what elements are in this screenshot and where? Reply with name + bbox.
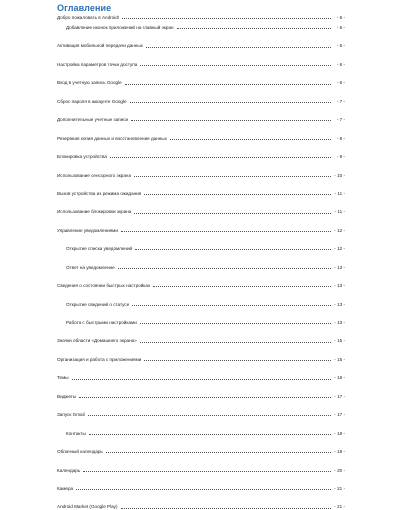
toc-dot-leader [110, 156, 331, 158]
toc-page-number: - 13 - [334, 301, 345, 307]
toc-page-number: - 12 - [334, 227, 345, 233]
toc-page-number: - 15 - [334, 338, 345, 344]
toc-entry-title: Работа с быстрыми настройками [66, 320, 137, 325]
toc-page-number: - 21 - [334, 504, 345, 510]
toc-page-number: - 8 - [336, 135, 345, 141]
toc-entry-title: Использование блокировки экрана [57, 209, 132, 215]
toc-dot-leader [88, 414, 331, 416]
toc-entry[interactable] [57, 31, 345, 49]
toc-page-number: - 20 - [334, 467, 345, 473]
toc-entry[interactable] [57, 123, 345, 141]
toc-page-number: - 7 - [336, 117, 345, 123]
toc-page-number: - 15 - [334, 356, 345, 362]
toc-page-number: - 16 - [334, 375, 345, 381]
toc-entry-title: Вызов устройства из режима ожидания [57, 190, 142, 196]
toc-entry[interactable] [57, 308, 345, 326]
toc-entry[interactable] [57, 400, 345, 418]
toc-page-number: - 11 - [334, 209, 345, 215]
toc-page-number: - 5 - [336, 43, 345, 49]
toc-entry[interactable] [57, 21, 345, 31]
toc-entry-title: Организация и работа с приложениями [57, 356, 142, 362]
toc-dot-leader [125, 83, 331, 85]
toc-entry-title: Дополнительные учетные записи [57, 117, 129, 123]
toc-page-number: - 17 - [334, 393, 345, 399]
toc-page-number: - 10 - [334, 172, 345, 178]
toc-dot-leader [122, 17, 331, 19]
toc-entry[interactable] [57, 437, 345, 455]
toc-entry-title: Активация мобильной передачи данных [57, 43, 143, 49]
toc-dot-leader [79, 396, 331, 398]
toc-entry-title: Виджеты [57, 393, 77, 399]
toc-dot-leader [72, 378, 331, 380]
toc-entry-title: Добавление иконок приложений на главный экран [66, 25, 174, 30]
toc-entry[interactable] [57, 271, 345, 289]
toc-entry[interactable] [57, 363, 345, 381]
toc-page-number: - 13 - [334, 320, 345, 325]
toc-page-number: - 7 - [336, 98, 345, 104]
toc-entry[interactable] [57, 215, 345, 233]
toc-dot-leader [121, 230, 331, 232]
toc-entry-title: Резервная копия данных и восстановление данных [57, 135, 167, 141]
toc-page-number: - 11 - [334, 190, 345, 196]
toc-entry[interactable] [57, 86, 345, 104]
toc-dot-leader [83, 470, 331, 472]
toc-entry-title: Запуск Gmail [57, 412, 85, 418]
toc-page-number: - 21 - [334, 485, 345, 491]
toc-page-number: - 17 - [334, 412, 345, 418]
toc-entry-title: Сброс пароля в аккаунте Google [57, 98, 127, 104]
toc-entry[interactable] [57, 49, 345, 67]
toc-entry-title: Добро пожаловать в Android! [57, 15, 120, 20]
toc-page-number: - 6 - [336, 61, 345, 67]
toc-dot-leader [146, 46, 331, 48]
toc-entry-title: Android Market (Google Play) [57, 504, 118, 510]
toc-entry[interactable] [57, 14, 345, 21]
toc-dot-leader [135, 248, 331, 250]
toc-page-number: - 12 - [334, 246, 345, 252]
toc-entry-title: Ответ на уведомление [66, 264, 115, 270]
toc-dot-leader [144, 193, 331, 195]
toc-dot-leader [177, 27, 331, 29]
toc-entry-title: Календарь [57, 467, 81, 473]
toc-page-number: - 9 - [336, 154, 345, 160]
toc-dot-leader [118, 267, 331, 269]
toc-entry[interactable] [57, 160, 345, 178]
toc-page-number: - 5 - [336, 15, 345, 20]
toc-entry[interactable] [57, 289, 345, 307]
toc-dot-leader [134, 175, 331, 177]
toc-page-number: - 5 - [336, 25, 345, 30]
toc-page-number: - 13 - [334, 264, 345, 270]
toc-dot-leader [106, 451, 331, 453]
toc-entry[interactable] [57, 381, 345, 399]
toc-dot-leader [132, 304, 331, 306]
toc-dot-leader [140, 64, 331, 66]
toc-dot-leader [89, 433, 331, 435]
toc-entry[interactable] [57, 197, 345, 215]
toc-entry[interactable] [57, 179, 345, 197]
toc-entry[interactable] [57, 474, 345, 492]
toc-entry-title: Вход в учетную запись Google [57, 80, 122, 86]
toc-dot-leader [130, 101, 331, 103]
toc-entry-title: Темы [57, 375, 69, 381]
toc-entry[interactable] [57, 105, 345, 123]
toc-list [57, 14, 345, 510]
toc-page-number: - 19 - [334, 449, 345, 455]
toc-page-number: - 6 - [336, 80, 345, 86]
toc-dot-leader [144, 359, 331, 361]
toc-entry[interactable] [57, 344, 345, 362]
toc-entry-title: Открытие сведений о статусе [66, 301, 130, 307]
toc-dot-leader [140, 341, 331, 343]
toc-entry-title: Сведения о состоянии быстрых настройках [57, 283, 151, 289]
toc-dot-leader [76, 488, 331, 490]
toc-heading: Оглавление [57, 3, 112, 13]
toc-entry-title: Настройка параметров точки доступа [57, 61, 138, 67]
toc-entry[interactable] [57, 418, 345, 436]
toc-page-number: - 13 - [334, 283, 345, 289]
toc-entry[interactable] [57, 68, 345, 86]
toc-dot-leader [134, 212, 331, 214]
toc-entry[interactable] [57, 142, 345, 160]
toc-entry[interactable] [57, 455, 345, 473]
toc-entry[interactable] [57, 326, 345, 344]
toc-entry[interactable] [57, 492, 345, 510]
toc-entry-title: Открытие списка уведомлений [66, 246, 133, 252]
toc-dot-leader [170, 138, 331, 140]
toc-dot-leader [140, 322, 331, 324]
toc-dot-leader [121, 507, 331, 509]
toc-entry-title: Облачный календарь [57, 449, 103, 455]
toc-entry-title: Контакты [66, 430, 86, 436]
toc-entry-title: Использование сенсорного экрана [57, 172, 131, 178]
toc-entry[interactable] [57, 252, 345, 270]
toc-entry[interactable] [57, 234, 345, 252]
toc-entry-title: Камера [57, 485, 74, 491]
toc-dot-leader [131, 119, 331, 121]
toc-entry-title: Блокировка устройства [57, 154, 107, 160]
toc-entry-title: Управление уведомлениями [57, 227, 118, 233]
toc-page-number: - 18 - [334, 430, 345, 436]
toc-dot-leader [153, 285, 331, 287]
toc-entry-title: Значки области «Домашнего экрана» [57, 338, 137, 344]
